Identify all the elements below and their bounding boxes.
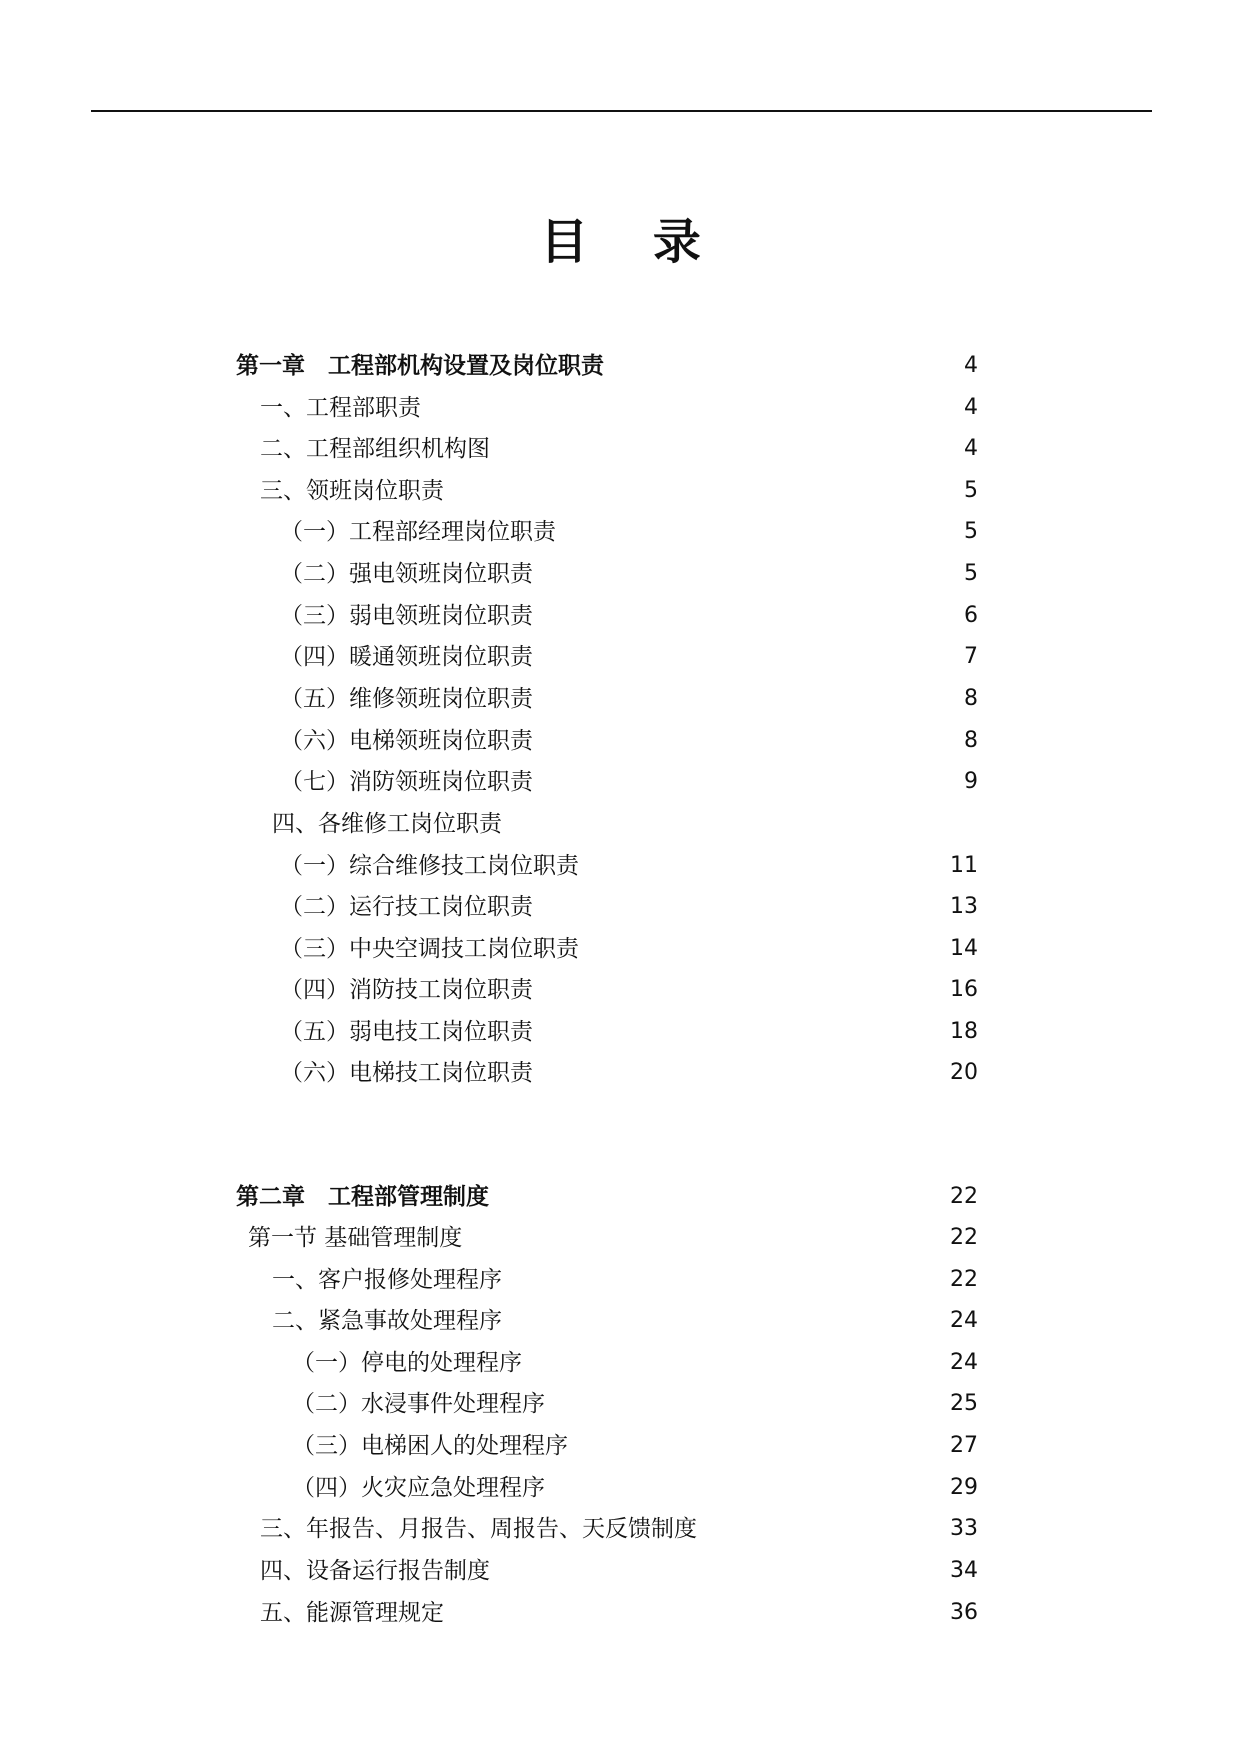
toc-entry-label: （六）电梯技工岗位职责 bbox=[280, 1060, 533, 1086]
toc-page-number: 24 bbox=[950, 1350, 978, 1375]
toc-entry[interactable] bbox=[0, 890, 1241, 924]
toc-page-number: 5 bbox=[964, 561, 978, 586]
toc-page-number: 22 bbox=[950, 1267, 978, 1292]
toc-page-number: 13 bbox=[950, 894, 978, 919]
toc-page-number: 34 bbox=[950, 1558, 978, 1583]
toc-page-number: 5 bbox=[964, 478, 978, 503]
toc-entry-label: （二）运行技工岗位职责 bbox=[280, 894, 533, 920]
toc-entry-label: （四）暖通领班岗位职责 bbox=[280, 644, 533, 670]
toc-chapter-2[interactable] bbox=[0, 1180, 1241, 1214]
toc-entry-label: 二、工程部组织机构图 bbox=[260, 436, 490, 462]
toc-entry-label: 二、紧急事故处理程序 bbox=[272, 1308, 502, 1334]
toc-entry-label: 一、客户报修处理程序 bbox=[272, 1267, 502, 1293]
toc-entry-label: 第一节 基础管理制度 bbox=[248, 1225, 463, 1251]
toc-entry[interactable] bbox=[0, 1471, 1241, 1505]
toc-chapter-label: 第二章 工程部管理制度 bbox=[236, 1184, 489, 1210]
toc-entry-label: （三）电梯困人的处理程序 bbox=[292, 1433, 568, 1459]
toc-entry[interactable] bbox=[0, 474, 1241, 508]
page-title: 目 录 bbox=[540, 214, 725, 270]
toc-entry[interactable] bbox=[0, 1387, 1241, 1421]
toc-page-number: 5 bbox=[964, 519, 978, 544]
toc-page-number: 25 bbox=[950, 1391, 978, 1416]
toc-entry[interactable] bbox=[0, 1221, 1241, 1255]
toc-page-number: 9 bbox=[964, 769, 978, 794]
toc-entry[interactable] bbox=[0, 1512, 1241, 1546]
toc-entry[interactable] bbox=[0, 1263, 1241, 1297]
toc-entry[interactable] bbox=[0, 599, 1241, 633]
toc-page-number: 24 bbox=[950, 1308, 978, 1333]
toc-entry-label: 三、领班岗位职责 bbox=[260, 478, 444, 504]
toc-entry-label: 三、年报告、月报告、周报告、天反馈制度 bbox=[260, 1516, 697, 1542]
toc-entry[interactable] bbox=[0, 765, 1241, 799]
toc-entry-label: 四、各维修工岗位职责 bbox=[272, 811, 502, 837]
toc-page-number: 7 bbox=[964, 644, 978, 669]
toc-entry-label: （四）火灾应急处理程序 bbox=[292, 1475, 545, 1501]
toc-entry-label: 一、工程部职责 bbox=[260, 395, 421, 421]
toc-entry[interactable] bbox=[0, 391, 1241, 425]
toc-page-number: 4 bbox=[964, 395, 978, 420]
toc-entry-label: （四）消防技工岗位职责 bbox=[280, 977, 533, 1003]
toc-entry[interactable] bbox=[0, 1596, 1241, 1630]
toc-entry[interactable] bbox=[0, 1429, 1241, 1463]
toc-entry[interactable] bbox=[0, 724, 1241, 758]
toc-entry[interactable] bbox=[0, 932, 1241, 966]
toc-entry-label: （一）综合维修技工岗位职责 bbox=[280, 853, 579, 879]
toc-entry-label: （三）弱电领班岗位职责 bbox=[280, 603, 533, 629]
toc-page-number: 20 bbox=[950, 1060, 978, 1085]
toc-page-number: 8 bbox=[964, 686, 978, 711]
toc-entry[interactable] bbox=[0, 640, 1241, 674]
header-rule bbox=[91, 110, 1152, 112]
toc-entry-label: （一）停电的处理程序 bbox=[292, 1350, 522, 1376]
toc-entry[interactable] bbox=[0, 1056, 1241, 1090]
toc-entry-label: （五）维修领班岗位职责 bbox=[280, 686, 533, 712]
toc-page-number: 4 bbox=[964, 353, 978, 378]
toc-entry-label: 四、设备运行报告制度 bbox=[260, 1558, 490, 1584]
toc-entry[interactable] bbox=[0, 1554, 1241, 1588]
toc-page-number: 11 bbox=[950, 853, 978, 878]
toc-page-number: 27 bbox=[950, 1433, 978, 1458]
toc-entry-label: 五、能源管理规定 bbox=[260, 1600, 444, 1626]
toc-entry-label: （七）消防领班岗位职责 bbox=[280, 769, 533, 795]
toc-entry-label: （二）强电领班岗位职责 bbox=[280, 561, 533, 587]
toc-chapter-1[interactable] bbox=[0, 349, 1241, 383]
toc-page-number: 6 bbox=[964, 603, 978, 628]
toc-entry-label: （五）弱电技工岗位职责 bbox=[280, 1019, 533, 1045]
toc-entry[interactable] bbox=[0, 1304, 1241, 1338]
toc-entry[interactable] bbox=[0, 432, 1241, 466]
toc-entry[interactable] bbox=[0, 849, 1241, 883]
toc-page-number: 18 bbox=[950, 1019, 978, 1044]
toc-entry-label: （六）电梯领班岗位职责 bbox=[280, 728, 533, 754]
toc-page-number: 16 bbox=[950, 977, 978, 1002]
toc-page-number: 8 bbox=[964, 728, 978, 753]
toc-page-number: 36 bbox=[950, 1600, 978, 1625]
toc-page-number: 4 bbox=[964, 436, 978, 461]
toc-entry[interactable] bbox=[0, 682, 1241, 716]
toc-page-number: 22 bbox=[950, 1184, 978, 1209]
toc-page-number: 29 bbox=[950, 1475, 978, 1500]
toc-entry[interactable] bbox=[0, 557, 1241, 591]
toc-page-number: 14 bbox=[950, 936, 978, 961]
toc-entry[interactable] bbox=[0, 515, 1241, 549]
toc-entry-label: （三）中央空调技工岗位职责 bbox=[280, 936, 579, 962]
toc-entry-label: （二）水浸事件处理程序 bbox=[292, 1391, 545, 1417]
toc-page-number: 22 bbox=[950, 1225, 978, 1250]
toc-entry[interactable] bbox=[0, 973, 1241, 1007]
toc-entry-label: （一）工程部经理岗位职责 bbox=[280, 519, 556, 545]
toc-chapter-label: 第一章 工程部机构设置及岗位职责 bbox=[236, 353, 604, 379]
toc-entry[interactable] bbox=[0, 1015, 1241, 1049]
toc-entry[interactable] bbox=[0, 1346, 1241, 1380]
toc-page-number: 33 bbox=[950, 1516, 978, 1541]
toc-entry[interactable] bbox=[0, 807, 1241, 841]
